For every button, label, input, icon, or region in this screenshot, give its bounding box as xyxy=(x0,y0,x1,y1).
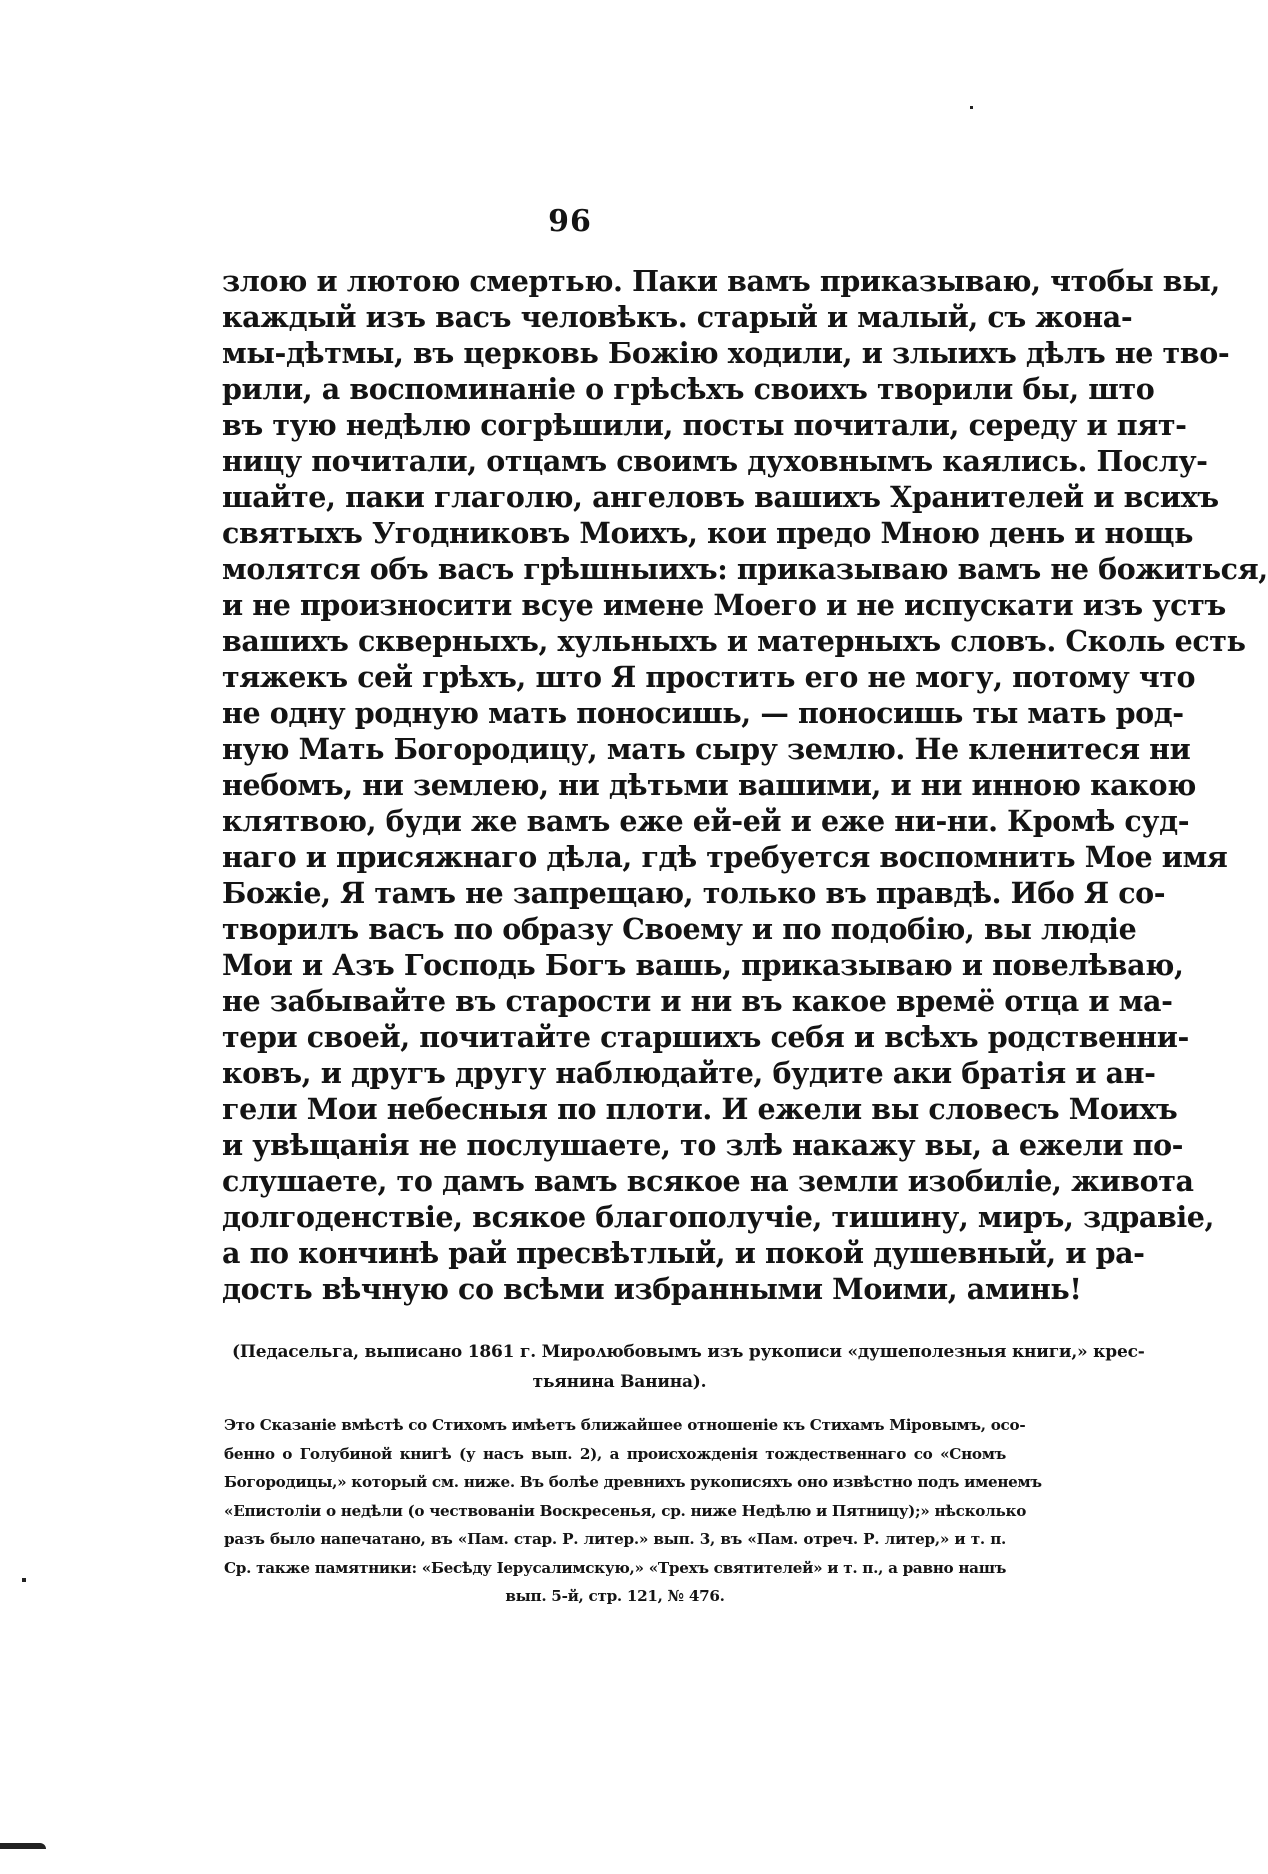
text-line: тяжекъ сей грѣхъ, што Я простить его не могу, потому что xyxy=(222,660,1196,694)
text-line: клятвою, буди же вамъ еже ей-ей и еже ни-ни. Кромѣ суд- xyxy=(222,804,1190,838)
text-line: шайте, паки глаголю, ангеловъ вашихъ Хранителей и всихъ xyxy=(222,480,1219,514)
text-line: долгоденствiе, всякое благополучiе, тишину, миръ, здравiе, xyxy=(222,1200,1215,1234)
text-line: дость вѣчную со всѣми избранными Моими, аминь! xyxy=(222,1272,1082,1306)
source-note-line: (Педасельга, выписано 1861 г. Мироᴧюбовымъ изъ рукописи «душеполезныя книги,» крес- xyxy=(232,1342,1145,1362)
text-line: вашихъ скверныхъ, хульныхъ и матерныхъ словъ. Сколь есть xyxy=(222,624,1246,658)
text-line: небомъ, ни землею, ни дѣтьми вашими, и ни инною какою xyxy=(222,768,1196,802)
text-line: ковъ, и другъ другу наблюдайте, будите аки братiя и ан- xyxy=(222,1056,1156,1090)
text-line: мы-дѣтмы, въ церковь Божiю ходили, и злыихъ дѣлъ не тво- xyxy=(222,336,1230,370)
text-line: и не произносити всуе имене Моего и не испускати изъ устъ xyxy=(222,588,1226,622)
commentary-line: разъ было напечатано, въ «Пам. стар. Р. литер.» вып. 3, въ «Пам. отреч. Р. литер,» и т. п. xyxy=(224,1530,1006,1548)
page-number: 96 xyxy=(548,204,592,239)
text-line: гели Мои небесныя по плоти. И ежели вы словесъ Моихъ xyxy=(222,1092,1178,1126)
text-line: тери своей, почитайте старшихъ себя и всѣхъ родственни- xyxy=(222,1020,1189,1054)
commentary-line: Ср. также памятники: «Бесѣду Iерусалимскую,» «Трехъ святителей» и т. п., а равно нашъ xyxy=(224,1558,1007,1577)
text-line: Мои и Азъ Господь Богъ вашь, приказываю и повелѣваю, xyxy=(222,948,1184,982)
commentary-note xyxy=(224,1411,1042,1611)
text-line: не забывайте въ старости и ни въ какое времё отца и ма- xyxy=(222,984,1173,1018)
commentary-line: Богородицы,» который см. ниже. Въ болѣе древнихъ рукописяхъ оно извѣстно подъ именемъ xyxy=(224,1473,1042,1491)
scan-edge-shadow xyxy=(0,1843,46,1849)
text-line: въ тую недѣлю согрѣшили, посты почитали, середу и пят- xyxy=(222,408,1187,442)
commentary-line: вып. 5-й, стр. 121, № 476. xyxy=(505,1587,725,1605)
commentary-line: бенно о Голубиной книгѣ (у насъ вып. 2), а происхожденiя тождественнаго со «Сномъ xyxy=(224,1444,1006,1463)
text-line: не одну родную мать поносишь, — поносишь ты мать род- xyxy=(222,696,1184,730)
commentary-line: «Епистолiи о недѣли (о чествованiи Воскресенья, ср. ниже Недѣлю и Пятницу);» нѣсколько xyxy=(224,1501,1027,1520)
scan-speck xyxy=(970,106,973,109)
commentary-line: Это Сказанiе вмѣстѣ со Стихомъ имѣетъ ближайшее отношенiе къ Стихамъ Мiровымъ, осо- xyxy=(224,1416,1026,1434)
text-line: ницу почитали, отцамъ своимъ духовнымъ каялись. Послу- xyxy=(222,444,1208,478)
text-line: молятся объ васъ грѣшныихъ: приказываю вамъ не божиться, xyxy=(222,552,1268,586)
scan-speck xyxy=(22,1578,26,1582)
text-line: Божiе, Я тамъ не запрещаю, только въ правдѣ. Ибо Я со- xyxy=(222,876,1166,910)
source-note-line: тьянина Ванина). xyxy=(532,1372,707,1392)
text-line: каждый изъ васъ человѣкъ. старый и малый, съ жона- xyxy=(222,300,1133,334)
main-text-block xyxy=(222,263,1268,1307)
source-note xyxy=(232,1337,1145,1397)
text-line: творилъ васъ по образу Своему и по подобiю, вы людiе xyxy=(222,912,1137,946)
text-line: и увѣщанiя не послушаете, то злѣ накажу вы, а ежели по- xyxy=(222,1128,1184,1162)
text-line: ную Мать Богородицу, мать сыру землю. Не кленитеся ни xyxy=(222,732,1191,766)
text-line: слушаете, то дамъ вамъ всякое на земли изобилiе, живота xyxy=(222,1164,1194,1198)
text-line: рили, а воспоминанiе о грѣсѣхъ своихъ творили бы, што xyxy=(222,372,1155,406)
text-line: а по кончинѣ рай пресвѣтлый, и покой душевный, и ра- xyxy=(222,1236,1145,1270)
text-line: наго и присяжнаго дѣла, гдѣ требуется воспомнить Мое имя xyxy=(222,840,1228,874)
text-line: святыхъ Угодниковъ Моихъ, кои предо Мною день и нощь xyxy=(222,516,1194,550)
text-line: злою и лютою смертью. Паки вамъ приказываю, чтобы вы, xyxy=(222,264,1220,298)
